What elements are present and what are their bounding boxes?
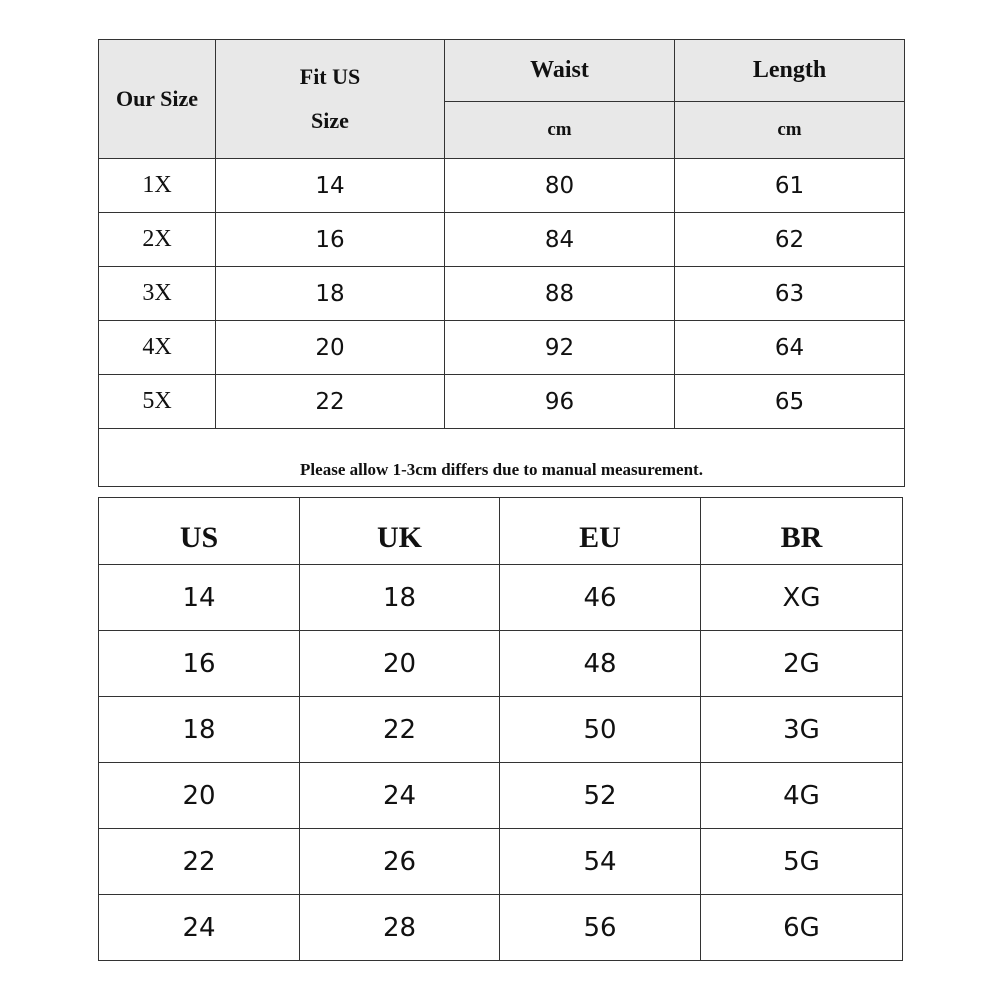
- cell-br: 3G: [701, 697, 903, 763]
- table-row: [99, 565, 903, 631]
- table-row: [99, 697, 903, 763]
- header-eu: EU: [500, 498, 701, 565]
- cell-our-size: 5X: [99, 375, 216, 429]
- header-uk: UK: [300, 498, 500, 565]
- cell-our-size: 2X: [99, 213, 216, 267]
- table-row: [99, 763, 903, 829]
- cell-waist: 80: [445, 159, 675, 213]
- header-us: US: [99, 498, 300, 565]
- cell-us: 14: [99, 565, 300, 631]
- table-row: [99, 829, 903, 895]
- cell-length: 64: [675, 321, 905, 375]
- cell-waist: 84: [445, 213, 675, 267]
- cell-waist: 88: [445, 267, 675, 321]
- cell-fit-us: 20: [216, 321, 445, 375]
- cell-eu: 48: [500, 631, 701, 697]
- cell-fit-us: 14: [216, 159, 445, 213]
- cell-eu: 52: [500, 763, 701, 829]
- size-conversion-table: [98, 497, 903, 961]
- cell-br: 5G: [701, 829, 903, 895]
- header-fit-us-line1: Fit US: [299, 64, 361, 89]
- cell-br: 2G: [701, 631, 903, 697]
- cell-length: 63: [675, 267, 905, 321]
- table-row: [99, 159, 905, 213]
- cell-length: 62: [675, 213, 905, 267]
- cell-us: 22: [99, 829, 300, 895]
- header-fit-us-line2: Size: [311, 108, 349, 133]
- cell-fit-us: 16: [216, 213, 445, 267]
- table-row: [99, 895, 903, 961]
- cell-waist: 92: [445, 321, 675, 375]
- cell-our-size: 4X: [99, 321, 216, 375]
- cell-br: XG: [701, 565, 903, 631]
- cell-us: 20: [99, 763, 300, 829]
- header-length: Length: [675, 40, 905, 102]
- table-row: [99, 321, 905, 375]
- cell-eu: 54: [500, 829, 701, 895]
- cell-uk: 28: [300, 895, 500, 961]
- cell-uk: 20: [300, 631, 500, 697]
- table-row: [99, 375, 905, 429]
- table-row: [99, 631, 903, 697]
- cell-length: 61: [675, 159, 905, 213]
- cell-br: 4G: [701, 763, 903, 829]
- cell-us: 18: [99, 697, 300, 763]
- cell-br: 6G: [701, 895, 903, 961]
- table-row: [99, 213, 905, 267]
- header-our-size: Our Size: [99, 40, 216, 159]
- cell-uk: 18: [300, 565, 500, 631]
- header-waist: Waist: [445, 40, 675, 102]
- cell-length: 65: [675, 375, 905, 429]
- cell-uk: 24: [300, 763, 500, 829]
- size-chart-table: [98, 39, 905, 487]
- cell-uk: 22: [300, 697, 500, 763]
- cell-us: 24: [99, 895, 300, 961]
- cell-waist: 96: [445, 375, 675, 429]
- cell-fit-us: 18: [216, 267, 445, 321]
- cell-eu: 56: [500, 895, 701, 961]
- cell-eu: 50: [500, 697, 701, 763]
- cell-eu: 46: [500, 565, 701, 631]
- header-br: BR: [701, 498, 903, 565]
- cell-uk: 26: [300, 829, 500, 895]
- cell-fit-us: 22: [216, 375, 445, 429]
- header-fit-us-size: [216, 40, 445, 159]
- header-length-unit: cm: [675, 102, 905, 159]
- measurement-note: Please allow 1-3cm differs due to manual measurement.: [99, 429, 905, 487]
- cell-our-size: 3X: [99, 267, 216, 321]
- header-waist-unit: cm: [445, 102, 675, 159]
- header-row: [99, 498, 903, 565]
- table-row: [99, 267, 905, 321]
- cell-our-size: 1X: [99, 159, 216, 213]
- cell-us: 16: [99, 631, 300, 697]
